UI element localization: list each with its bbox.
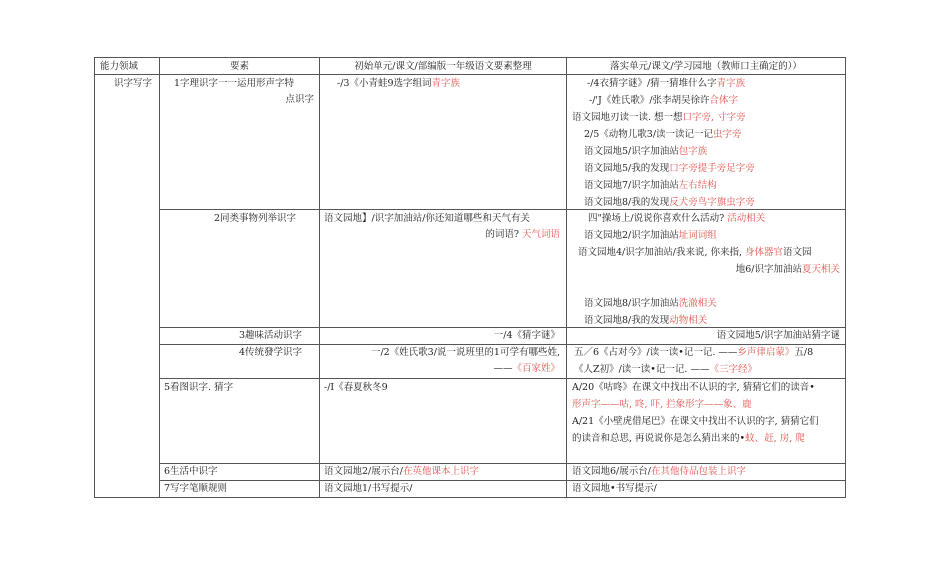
header-domain: 能力领域 bbox=[100, 61, 139, 72]
highlight-text: 活动相关 bbox=[727, 213, 766, 224]
initial-entry bbox=[324, 463, 479, 480]
text-segment: 五／6《占对今》/读一读•记一记. —— bbox=[574, 347, 738, 358]
element-label: 2同类事物列举识字 bbox=[214, 213, 297, 224]
initial-entry bbox=[324, 360, 560, 377]
text-segment: -/I《春夏秋冬9 bbox=[324, 382, 388, 393]
practice-entry bbox=[572, 463, 746, 480]
rule-right bbox=[845, 57, 846, 498]
practice-entry bbox=[584, 227, 717, 244]
practice-entry bbox=[587, 75, 745, 92]
rule-row6 bbox=[159, 480, 846, 481]
highlight-text: 乡声律启蒙》 bbox=[737, 347, 795, 358]
highlight-text: 合体字 bbox=[709, 95, 739, 106]
text-segment: 语文园地8/识字加油站 bbox=[584, 298, 679, 309]
highlight-text: 口字旁, 寸字旁 bbox=[682, 112, 746, 123]
text-segment: 语文园地刃读一读. 想一想 bbox=[572, 112, 683, 123]
highlight-text: 身体器官 bbox=[745, 247, 784, 258]
text-segment: 语文园地5/识字加油站 bbox=[584, 146, 679, 157]
initial-entry bbox=[324, 226, 560, 243]
highlight-text: 左右结构 bbox=[678, 180, 717, 191]
rule-col1 bbox=[159, 57, 160, 498]
highlight-text: 青字族 bbox=[716, 78, 746, 89]
text-segment: A/20《咕咚》在课文中找出不认识的字, 猜猜它们的读音• bbox=[572, 382, 815, 393]
highlight-text: 址词词组 bbox=[678, 230, 717, 241]
text-segment: 语文园地•书写提示/ bbox=[572, 483, 657, 494]
domain-label: 识字写字 bbox=[114, 78, 153, 89]
initial-entry bbox=[324, 480, 412, 497]
highlight-text: 虫字旁 bbox=[713, 129, 742, 140]
rule-bottom bbox=[94, 497, 846, 498]
text-segment: 语文园地8/我的发现 bbox=[584, 197, 670, 208]
highlight-text: 在其他侍品包装上识字 bbox=[650, 466, 746, 477]
highlight-text: 形声字——咕, 咚, 吓, 拦象形字——象、鹿 bbox=[572, 399, 752, 410]
practice-entry bbox=[584, 126, 742, 143]
highlight-text: 口字旁提手旁足字旁 bbox=[669, 163, 755, 174]
requirements-table bbox=[94, 57, 846, 498]
practice-entry bbox=[584, 160, 755, 177]
practice-entry bbox=[584, 261, 840, 278]
practice-entry bbox=[589, 92, 738, 109]
text-segment: —— bbox=[493, 363, 513, 374]
practice-entry bbox=[574, 344, 813, 361]
text-segment: 语文园地】/识字加油站/你还知道哪些和天气有关 bbox=[324, 213, 530, 224]
text-segment: -/'J《姓氏歌》/张李胡吴徐许 bbox=[589, 95, 710, 106]
header-practice: 落实单元/课文/学习园地（教师口主确定的）） bbox=[610, 61, 802, 72]
practice-entry bbox=[584, 295, 717, 312]
element-label: 3趣味活动识字 bbox=[239, 330, 303, 341]
practice-entry bbox=[574, 361, 757, 378]
text-segment: -/4衣猜字谜》/猜一猜堆什么字 bbox=[587, 78, 717, 89]
highlight-text: 《百家姓》 bbox=[512, 363, 560, 374]
practice-entry bbox=[572, 396, 752, 413]
practice-entry bbox=[584, 143, 707, 160]
text-segment: 语文园地2/识字加油站 bbox=[584, 230, 679, 241]
text-segment: 的读音和总思, 再说说你是怎么猜出来的• bbox=[572, 433, 746, 444]
text-segment: 语文园地8/我的发现 bbox=[584, 315, 670, 326]
rule-col3 bbox=[566, 57, 567, 498]
rule-col2 bbox=[319, 57, 320, 498]
practice-entry bbox=[578, 244, 812, 261]
practice-entry bbox=[584, 177, 717, 194]
element-label: 7写字笔顺规则 bbox=[164, 483, 228, 494]
initial-entry bbox=[324, 327, 560, 344]
initial-entry bbox=[324, 210, 530, 227]
element-label: 6生活中识字 bbox=[164, 466, 218, 477]
text-segment: 语文园地1/书写提示/ bbox=[324, 483, 413, 494]
text-segment: A/21《小壁虎借尾巴》在课文中找出不认识的字, 猜猜它们 bbox=[572, 416, 819, 427]
text-segment: 一/4《猜字谜》 bbox=[493, 330, 560, 341]
text-segment: 语文园地4/识字加油站/我来说, 你来指, bbox=[578, 247, 746, 258]
highlight-text: 蚊、赶, 房, 爬 bbox=[745, 433, 805, 444]
text-segment: 《人Z初》/读一读•记一记. —— bbox=[574, 364, 710, 375]
practice-entry bbox=[572, 480, 657, 497]
text-segment: 语文园地7/识字加油站 bbox=[584, 180, 679, 191]
highlight-text: 洗澈相关 bbox=[678, 298, 717, 309]
practice-entry bbox=[584, 194, 755, 211]
text-segment: 语文园地5/识字加油站猜字谜 bbox=[716, 330, 840, 341]
element-label: 1字理识字一一运用形声字特 bbox=[174, 78, 295, 89]
text-segment: 语文园地5/我的发现 bbox=[584, 163, 670, 174]
practice-entry bbox=[572, 430, 805, 447]
text-segment: 的词语? bbox=[485, 229, 522, 240]
text-segment: -/3《小青蛙9选字组词 bbox=[337, 78, 432, 89]
highlight-text: 《三字经》 bbox=[709, 364, 757, 375]
rule-left bbox=[94, 57, 95, 498]
initial-entry bbox=[324, 379, 388, 396]
element-label: 点识字 bbox=[285, 94, 314, 105]
highlight-text: 青字族 bbox=[431, 78, 461, 89]
highlight-text: 反犬旁鸟字旗虫字旁 bbox=[669, 197, 755, 208]
practice-entry bbox=[572, 379, 815, 396]
practice-entry bbox=[567, 327, 840, 344]
text-segment: 四"操场上/说说你喜欢什么活动? bbox=[588, 213, 728, 224]
header-element: 要素 bbox=[229, 61, 249, 72]
text-segment: 一/2《姓氏歌3/说一说班里的1可学有哪些姓, bbox=[370, 347, 560, 358]
highlight-text: 天气词语 bbox=[521, 229, 560, 240]
practice-entry bbox=[572, 413, 819, 430]
text-segment: 五/8 bbox=[794, 347, 814, 358]
text-segment: 语文园地2/展示台/ bbox=[324, 466, 403, 477]
text-segment: 语文园 bbox=[783, 247, 812, 258]
highlight-text: 夏天相关 bbox=[801, 264, 840, 275]
text-segment: 语文园地6/展示台/ bbox=[572, 466, 651, 477]
practice-entry bbox=[588, 210, 765, 227]
highlight-text: 动物相关 bbox=[669, 315, 708, 326]
element-label: 5看图识字. 猜字 bbox=[164, 382, 234, 393]
practice-entry bbox=[572, 109, 746, 126]
initial-entry bbox=[324, 344, 560, 361]
highlight-text: 包字族 bbox=[678, 146, 708, 157]
element-label: 4传统發学识字 bbox=[239, 347, 303, 358]
header-initial: 初始单元/课文/部编版一年级语文要素整理 bbox=[354, 61, 532, 72]
initial-entry bbox=[337, 75, 460, 92]
highlight-text: 在英他课本上识字 bbox=[402, 466, 479, 477]
text-segment: 2/5《动物儿歌3/读一读记一记 bbox=[584, 129, 714, 140]
text-segment: 地6/识字加油站 bbox=[735, 264, 802, 275]
